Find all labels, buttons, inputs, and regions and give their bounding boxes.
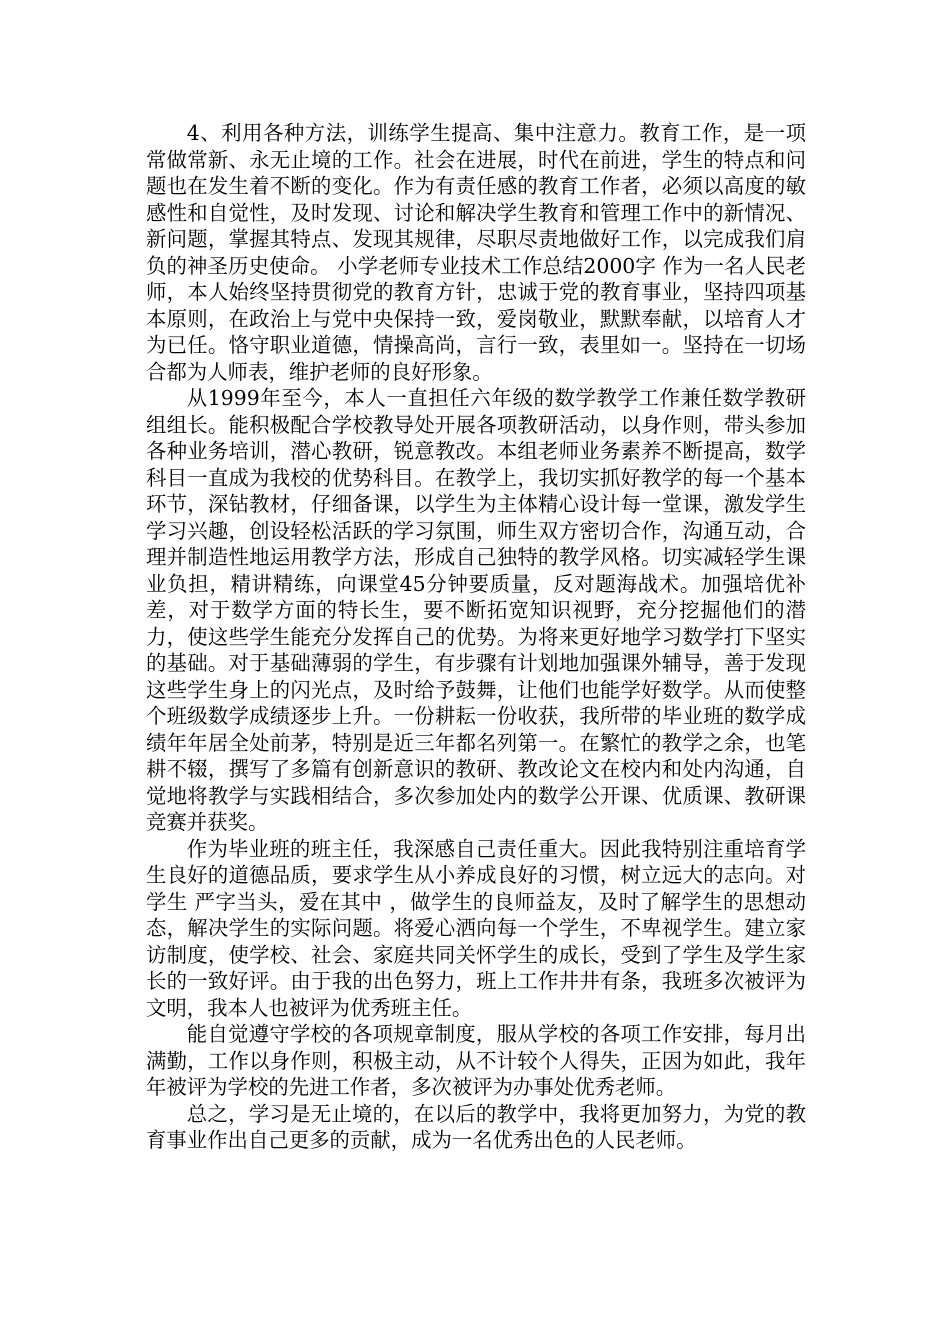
paragraph-4: 能自觉遵守学校的各项规章制度，服从学校的各项工作安排，每月出满勤，工作以身作则，积极主动，从不计较个人得失，正因为如此，我年年被评为学校的先进工作者，多次被评为办事处优秀老师。 [146,1022,806,1099]
paragraph-1: 4、利用各种方法，训练学生提高、集中注意力。教育工作，是一项常做常新、永无止境的工作。社会在进展，时代在前进，学生的特点和问题也在发生着不断的变化。作为有责任感的教育工作者，必须以高度的敏感性和自觉性，及时发现、讨论和解决学生教育和管理工作中的新情况、新问题，掌握其特点、发现其规律，尽职尽责地做好工作，以完成我们肩负的神圣历史使命。 小学老师专业技术工作总结2000字 作为一名人民老师，本人始终坚持贯彻党的教育方针，忠诚于党的教育事业，坚持四项基本原则，在政治上与党中央保持一致，爱岗敬业，默默奉献，以培育人才为已任。恪守职业道德，情操高尚，言行一致，表里如一。坚持在一切场合都为人师表，维护老师的良好形象。 [146,121,806,384]
paragraph-2: 从1999年至今，本人一直担任六年级的数学教学工作兼任数学教研组组长。能积极配合学校教导处开展各项教研活动，以身作则，带头参加各种业务培训，潜心教研，锐意教改。本组老师业务素养不断提高，数学科目一直成为我校的优势科目。在教学上，我切实抓好教学的每一个基本环节，深钻教材，仔细备课，以学生为主体精心设计每一堂课，激发学生学习兴趣，创设轻松活跃的学习氛围，师生双方密切合作，沟通互动，合理并制造性地运用教学方法，形成自己独特的教学风格。切实减轻学生课业负担，精讲精练，向课堂45分钟要质量，反对题海战术。加强培优补差，对于数学方面的特长生，要不断拓宽知识视野，充分挖掘他们的潜力，使这些学生能充分发挥自己的优势。为将来更好地学习数学打下坚实的基础。对于基础薄弱的学生，有步骤有计划地加强课外辅导，善于发现这些学生身上的闪光点，及时给予鼓舞，让他们也能学好数学。从而使整个班级数学成绩逐步上升。一份耕耘一份收获，我所带的毕业班的数学成绩年年居全处前茅，特别是近三年都名列第一。在繁忙的教学之余，也笔耕不辍，撰写了多篇有创新意识的教研、教改论文在校内和处内沟通，自觉地将教学与实践相结合，多次参加处内的数学公开课、优质课、教研课竞赛并获奖。 [146,386,806,834]
paragraph-5: 总之，学习是无止境的，在以后的教学中，我将更加努力，为党的教育事业作出自己更多的贡献，成为一名优秀出色的人民老师。 [146,1101,806,1152]
paragraph-3: 作为毕业班的班主任，我深感自己责任重大。因此我特别注重培育学生良好的道德品质，要求学生从小养成良好的习惯，树立远大的志向。对学生 严字当头，爱在其中 ，做学生的良师益友，及时了解学生的思想动态，解决学生的实际问题。将爱心洒向每一个学生，不卑视学生。建立家访制度，使学校、社会、家庭共同关怀学生的成长，受到了学生及学生家长的一致好评。由于我的出色努力，班上工作井井有条，我班多次被评为文明，我本人也被评为优秀班主任。 [146,836,806,1020]
document-body [146,120,806,1154]
